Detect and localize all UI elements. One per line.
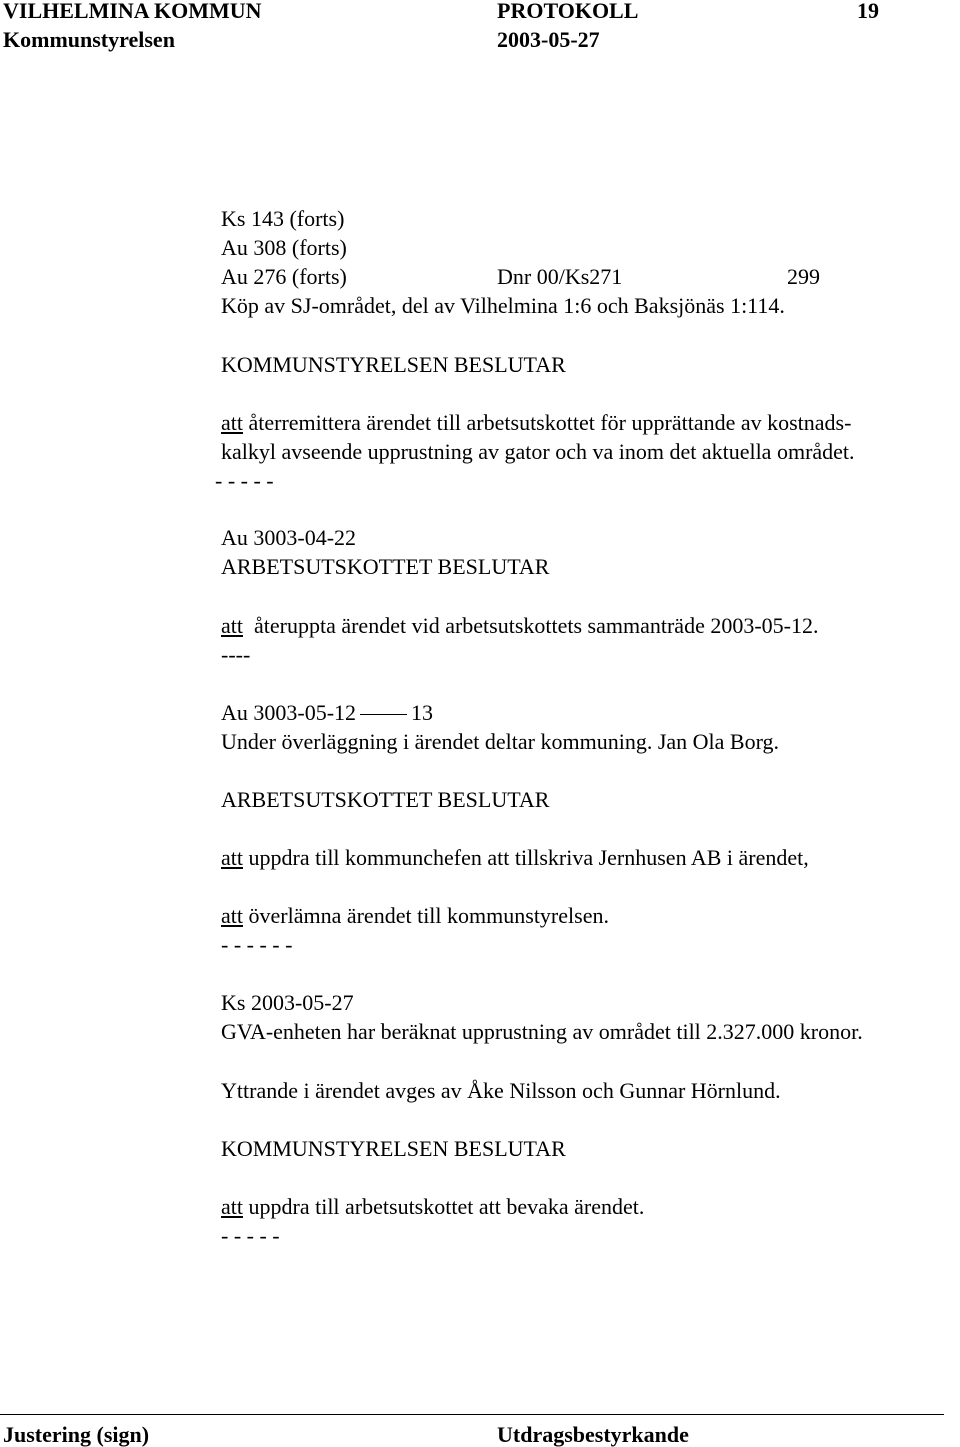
section3-date-suffix: 13 bbox=[411, 700, 434, 725]
header-body: Kommunstyrelsen bbox=[3, 27, 175, 52]
case-subject: Köp av SJ-området, del av Vilhelmina 1:6 och Baksjönäs 1:114. bbox=[221, 293, 785, 318]
separator: ---- bbox=[221, 642, 251, 667]
section4-statement: Yttrande i ärendet avges av Åke Nilsson och Gunnar Hörnlund. bbox=[221, 1078, 781, 1103]
section3-decision1 bbox=[221, 847, 809, 869]
section2-decision bbox=[221, 615, 819, 637]
header-page-number: 19 bbox=[857, 0, 879, 23]
em-dash-line bbox=[360, 714, 407, 715]
case-ref-au2: Au 276 (forts) bbox=[221, 264, 347, 289]
header-doc-type: PROTOKOLL bbox=[497, 0, 639, 23]
case-dnr: Dnr 00/Ks271 bbox=[497, 264, 623, 289]
section4-text: GVA-enheten har beräknat upprustning av området till 2.327.000 kronor. bbox=[221, 1019, 863, 1044]
decision-text: uppdra till kommunchefen att tillskriva Jernhusen AB i ärendet, bbox=[243, 845, 809, 870]
footer-utdragsbestyrkande: Utdragsbestyrkande bbox=[497, 1422, 689, 1447]
case-ref-au1: Au 308 (forts) bbox=[221, 235, 347, 260]
section1-decision-line2: kalkyl avseende upprustning av gator och va inom det aktuella området. bbox=[221, 439, 855, 464]
att-label: att bbox=[221, 613, 243, 638]
footer-justering: Justering (sign) bbox=[3, 1422, 150, 1447]
section2-heading: ARBETSUTSKOTTET BESLUTAR bbox=[221, 554, 550, 579]
section3-date-prefix: Au 3003-05-12 bbox=[221, 700, 357, 725]
section1-decision-line1 bbox=[221, 412, 851, 434]
decision-text: överlämna ärendet till kommunstyrelsen. bbox=[243, 903, 609, 928]
section3-heading: ARBETSUTSKOTTET BESLUTAR bbox=[221, 787, 550, 812]
separator: - - - - - bbox=[215, 468, 274, 493]
section4-heading: KOMMUNSTYRELSEN BESLUTAR bbox=[221, 1136, 566, 1161]
att-label: att bbox=[221, 1194, 243, 1219]
header-municipality: VILHELMINA KOMMUN bbox=[3, 0, 262, 23]
section2-date: Au 3003-04-22 bbox=[221, 525, 357, 550]
decision-text: återremittera ärendet till arbetsutskottet för upprättande av kostnads- bbox=[243, 410, 852, 435]
section4-decision bbox=[221, 1196, 644, 1218]
separator: - - - - - bbox=[221, 1223, 280, 1248]
separator: - - - - - - bbox=[221, 932, 293, 957]
section4-date: Ks 2003-05-27 bbox=[221, 990, 354, 1015]
att-label: att bbox=[221, 903, 243, 928]
section3-decision2 bbox=[221, 905, 609, 927]
decision-text: uppdra till arbetsutskottet att bevaka ärendet. bbox=[243, 1194, 645, 1219]
section3-note: Under överläggning i ärendet deltar kommuning. Jan Ola Borg. bbox=[221, 729, 780, 754]
case-number: 299 bbox=[787, 264, 820, 289]
att-label: att bbox=[221, 845, 243, 870]
section1-heading: KOMMUNSTYRELSEN BESLUTAR bbox=[221, 352, 566, 377]
decision-text: återuppta ärendet vid arbetsutskottets sammanträde 2003-05-12. bbox=[243, 613, 819, 638]
att-label: att bbox=[221, 410, 243, 435]
section3-date bbox=[221, 702, 433, 724]
footer-rule bbox=[0, 1414, 944, 1415]
case-ref-ks: Ks 143 (forts) bbox=[221, 206, 345, 231]
header-date: 2003-05-27 bbox=[497, 27, 600, 52]
